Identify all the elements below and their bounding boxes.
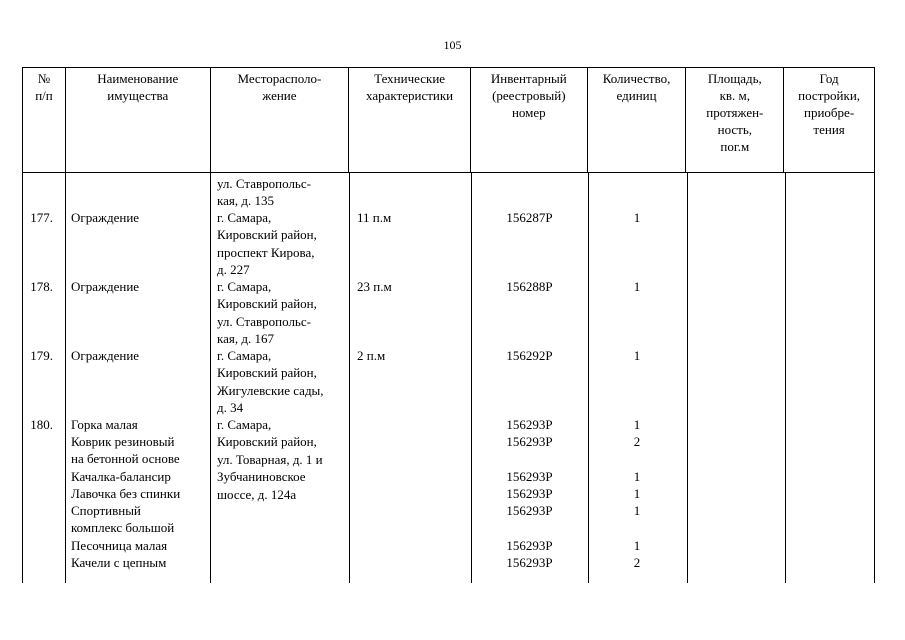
- header-quantity: Количество, единиц: [588, 68, 687, 172]
- header-number: № п/п: [23, 68, 66, 172]
- item-inventory: 156293Р: [506, 555, 553, 570]
- item-name: Коврик резиновый на бетонной основе: [71, 434, 180, 467]
- item-quantity: 1: [633, 503, 641, 518]
- item-inventory: 156293Р: [506, 417, 553, 432]
- header-area: Площадь, кв. м, протяжен- ность, пог.м: [686, 68, 784, 172]
- row-number: 179.: [30, 348, 53, 363]
- column-divider: [687, 173, 688, 583]
- column-divider: [349, 173, 350, 583]
- item-tech: 2 п.м: [357, 348, 386, 363]
- table-header: [22, 67, 875, 173]
- row-number: 180.: [30, 417, 53, 432]
- column-divider: [65, 173, 66, 583]
- item-name: Ограждение: [71, 210, 140, 225]
- item-location: г. Самара, Кировский район, ул. Ставропольс- кая, д. 167: [217, 279, 317, 347]
- header-inventory: Инвентарный (реестровый) номер: [471, 68, 588, 172]
- item-inventory: 156292Р: [506, 348, 553, 363]
- column-divider: [471, 173, 472, 583]
- item-name: Ограждение: [71, 348, 140, 363]
- item-quantity: 1: [633, 417, 641, 432]
- item-quantity: 1: [633, 469, 641, 484]
- page-number: 105: [443, 38, 462, 52]
- row-number: 177.: [30, 210, 53, 225]
- item-name: Песочница малая: [71, 538, 168, 553]
- column-divider: [210, 173, 211, 583]
- item-quantity: 2: [633, 555, 641, 570]
- item-inventory: 156293Р: [506, 503, 553, 518]
- column-divider: [588, 173, 589, 583]
- item-name: Качели с цепным: [71, 555, 167, 570]
- table-body: [22, 173, 875, 583]
- carry-over-address: ул. Ставропольс- кая, д. 135: [217, 176, 311, 209]
- item-inventory: 156293Р: [506, 469, 553, 484]
- header-name: Наименование имущества: [66, 68, 211, 172]
- item-inventory: 156293Р: [506, 486, 553, 501]
- item-tech: 11 п.м: [357, 210, 392, 225]
- item-tech: 23 п.м: [357, 279, 392, 294]
- item-location: г. Самара, Кировский район, проспект Кирова, д. 227: [217, 210, 317, 278]
- item-location: г. Самара, Кировский район, Жигулевские сады, д. 34: [217, 348, 324, 416]
- item-name: Лавочка без спинки: [71, 486, 181, 501]
- item-name: Качалка-балансир: [71, 469, 171, 484]
- header-year: Год постройки, приобре- тения: [798, 71, 861, 137]
- item-inventory: 156288Р: [506, 279, 553, 294]
- header-tech: Технические характеристики: [349, 68, 471, 172]
- item-quantity: 1: [633, 279, 641, 294]
- column-divider: [785, 173, 786, 583]
- item-name: Горка малая: [71, 417, 138, 432]
- item-inventory: 156293Р: [506, 434, 553, 449]
- item-inventory: 156293Р: [506, 538, 553, 553]
- item-quantity: 1: [633, 486, 641, 501]
- item-location: г. Самара, Кировский район, ул. Товарная, д. 1 и Зубчаниновское шоссе, д. 124а: [217, 417, 323, 502]
- item-name: Спортивный комплекс большой: [71, 503, 175, 536]
- item-inventory: 156287Р: [506, 210, 553, 225]
- header-location: Месторасполо- жение: [211, 68, 350, 172]
- row-number: 178.: [30, 279, 53, 294]
- item-quantity: 2: [633, 434, 641, 449]
- item-quantity: 1: [633, 538, 641, 553]
- item-quantity: 1: [633, 210, 641, 225]
- item-quantity: 1: [633, 348, 641, 363]
- item-name: Ограждение: [71, 279, 140, 294]
